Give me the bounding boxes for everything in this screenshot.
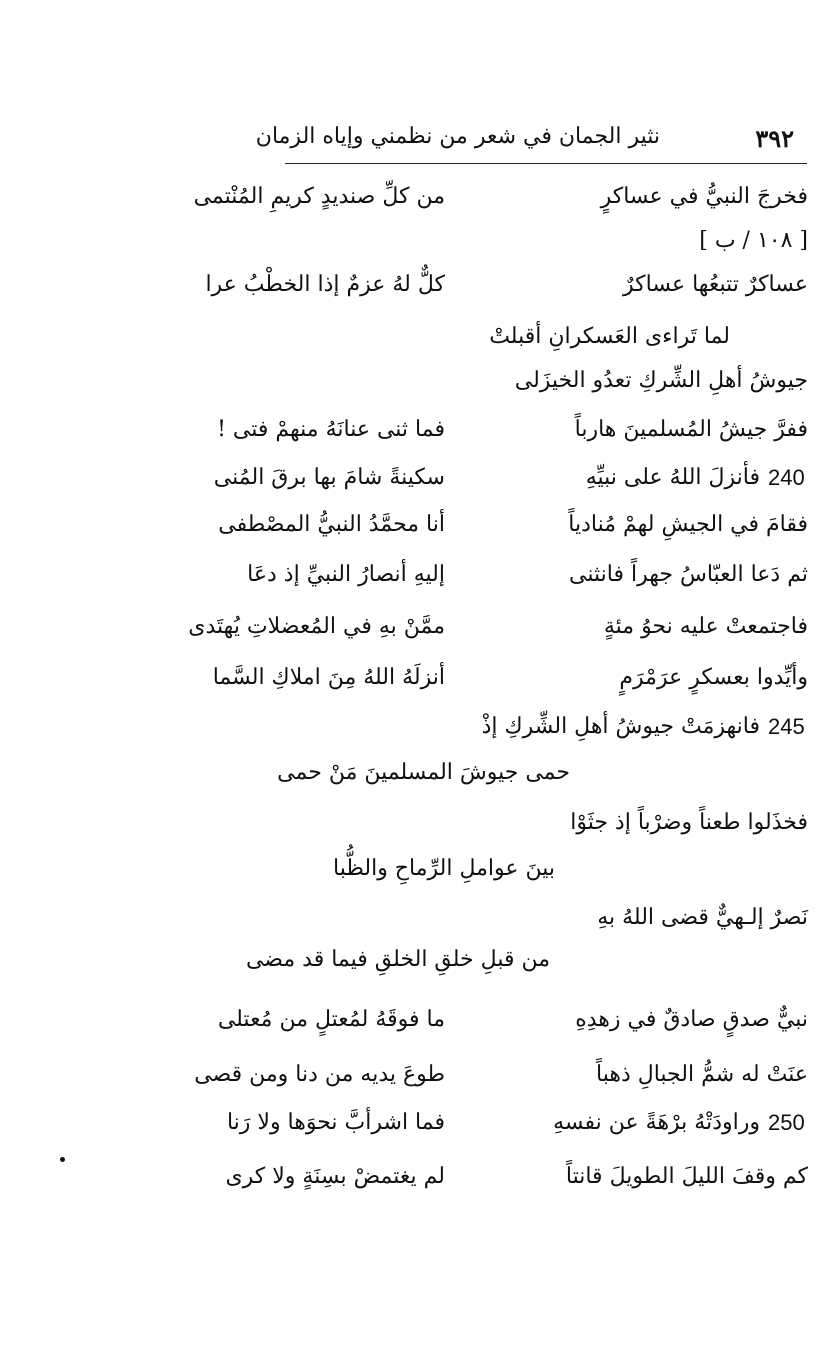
verse-line (0, 808, 820, 842)
second-hemistich: ممَّنْ بهِ في المُعضلاتِ يُهتَدى (188, 614, 445, 639)
second-hemistich: لم يغتمضْ بسِنَةٍ ولا كرى (225, 1164, 445, 1189)
verse-line (0, 612, 820, 646)
verse-line (0, 945, 820, 979)
margin-mark (60, 1157, 65, 1162)
verse-line (0, 1108, 820, 1142)
first-hemistich: ففرَّ جيشُ المُسلمينَ هارباً (574, 417, 808, 442)
second-hemistich: فما اشرأبَّ نحوَها ولا رَنا (226, 1110, 445, 1135)
first-hemistich: وراودَتْهُ برْهَةً عن نفسهِ (553, 1110, 760, 1135)
verse-text: فانهزمَتْ جيوشُ أهلِ الشِّركِ إذْ (481, 714, 760, 739)
verse-text: لما تَراءى العَسكرانِ أقبلتْ (489, 324, 730, 349)
first-hemistich: عساكرٌ تتبعُها عساكرٌ (623, 272, 808, 297)
second-hemistich: ما فوقَهُ لمُعتلٍ من مُعتلى (217, 1007, 445, 1032)
second-hemistich: إليهِ أنصارُ النبيِّ إذ دعَا (247, 562, 445, 587)
verse-text: نَصرٌ إلـهيٌّ قضى اللهُ بهِ (597, 905, 808, 930)
verse-line (0, 854, 820, 888)
verse-line (0, 903, 820, 937)
verse-text: جيوشُ أهلِ الشِّركِ تعدُو الخيزَلى (514, 368, 808, 393)
verse-text: فخذَلوا طعناً وضرْباً إذ جثَوْا (570, 810, 808, 835)
first-hemistich: وأيِّدوا بعسكرٍ عرَمْرَمٍ (619, 665, 808, 690)
first-hemistich: عنَتْ له شمُّ الجبالِ ذهباً (596, 1062, 808, 1087)
first-hemistich: ثم دَعا العبّاسُ جهراً فانثنى (569, 562, 808, 587)
second-hemistich: سكينةً شامَ بها برقَ المُنى (213, 465, 445, 490)
first-hemistich: فأنزلَ اللهُ على نبيِّهِ (585, 465, 760, 490)
line-number: 240 (768, 465, 805, 490)
page-header (255, 120, 810, 160)
line-number: 250 (768, 1110, 805, 1135)
page-number: ٣٩٢ (755, 124, 794, 153)
first-hemistich: نبيٌّ صدقٍ صادقٌ في زهدِهِ (575, 1007, 808, 1032)
verse-line (0, 270, 820, 304)
running-title: نثير الجمان في شعر من نظمني وإياه الزمان (255, 124, 660, 149)
folio-reference: [ ١٠٨ / ب ] (699, 228, 808, 253)
verse-text: من قبلِ خلقِ الخلقِ فيما قد مضى (245, 947, 550, 972)
verse-line (0, 322, 820, 356)
second-hemistich: أنزلَهُ اللهُ مِنَ املاكِ السَّما (212, 665, 445, 690)
first-hemistich: فاجتمعتْ عليه نحوُ مئةٍ (603, 614, 808, 639)
verse-line (0, 1162, 820, 1196)
verse-line (0, 663, 820, 697)
second-hemistich: كلٌّ لهُ عزمٌ إذا الخطْبُ عرا (205, 272, 445, 297)
first-hemistich: كم وقفَ الليلَ الطويلَ قانتاً (565, 1164, 808, 1189)
first-hemistich: فخرجَ النبيُّ في عساكرٍ (600, 184, 808, 209)
second-hemistich: من كلِّ صنديدٍ كريمِ المُنْتمى (193, 184, 445, 209)
verse-line (0, 560, 820, 594)
header-rule (285, 163, 807, 164)
verse-line (0, 182, 820, 216)
verse-text: بينَ عواملِ الرِّماحِ والظُّبا (332, 856, 555, 881)
verse-line (0, 1005, 820, 1039)
second-hemistich: فما ثنى عنانَهُ منهمْ فتى ! (217, 417, 445, 442)
verse-line (0, 366, 820, 400)
first-hemistich: فقامَ في الجيشِ لهمْ مُنادياً (568, 512, 808, 537)
line-number: 245 (768, 714, 805, 739)
second-hemistich: طوعَ يديه من دنا ومن قصى (194, 1062, 445, 1087)
verse-line (0, 463, 820, 497)
verse-line (0, 758, 820, 792)
verse-text: حمى جيوشَ المسلمينَ مَنْ حمى (277, 760, 570, 785)
verse-line (0, 1060, 820, 1094)
verse-line (0, 712, 820, 746)
verse-line (0, 510, 820, 544)
second-hemistich: أنا محمَّدُ النبيُّ المصْطفى (218, 512, 445, 537)
verse-line (0, 415, 820, 449)
